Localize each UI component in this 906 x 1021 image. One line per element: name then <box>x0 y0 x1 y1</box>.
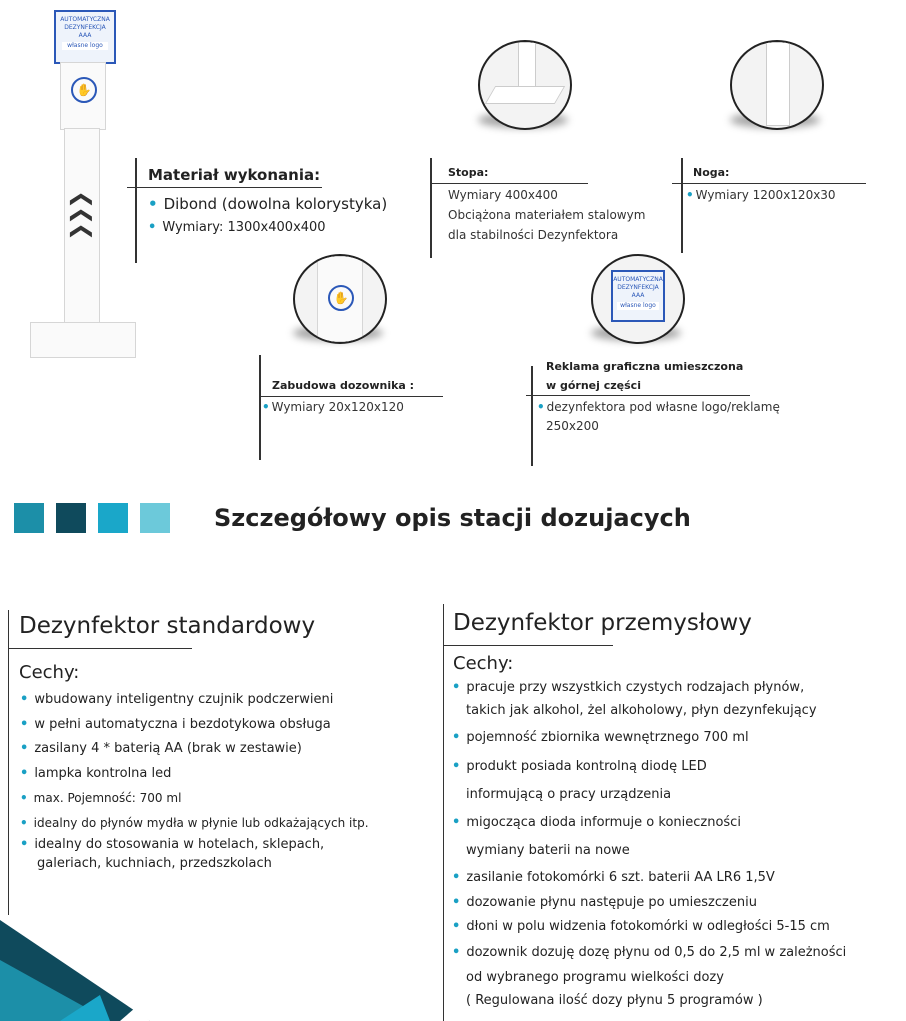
noga-title: Noga: <box>693 166 730 179</box>
bullet-icon: • <box>452 730 461 745</box>
industrial-list <box>452 677 846 1013</box>
list-item: • dłoni w polu widzenia fotokomórki w odległości 5-15 cm <box>452 919 830 934</box>
square-3 <box>98 503 128 533</box>
stopa-underline <box>430 183 588 184</box>
stopa-line: Obciążona materiałem stalowym <box>448 208 646 222</box>
list-item: • wbudowany inteligentny czujnik podczerwieni <box>20 692 334 707</box>
list-item: od wybranego programu wielkości dozy <box>466 970 724 985</box>
bullet-icon: • <box>20 791 28 805</box>
bullet-icon: • <box>452 870 461 885</box>
bullet-icon: • <box>20 692 29 707</box>
stopa-pillar <box>518 42 536 92</box>
list-item: • dozowanie płynu następuje po umieszczeniu <box>452 895 757 910</box>
industrial-underline <box>443 645 613 646</box>
bullet-icon: • <box>20 716 29 732</box>
list-item: wymiany baterii na nowe <box>466 843 630 858</box>
bullet-icon: • <box>537 400 545 414</box>
bullet-icon: • <box>452 759 461 774</box>
noga-leg <box>766 42 790 126</box>
standard-title: Dezynfektor standardowy <box>19 613 316 639</box>
stopa-detail-image <box>478 40 572 130</box>
standard-underline <box>8 648 192 649</box>
bullet-icon: • <box>20 765 29 781</box>
stopa-callout-line <box>430 158 432 258</box>
zabudowa-detail-image <box>293 254 387 344</box>
dispenser-hand-icon: ✋ <box>328 285 354 311</box>
list-item: • zasilany 4 * baterią AA (brak w zestawie) <box>20 741 302 756</box>
bullet-icon: • <box>452 680 461 695</box>
section-heading: Szczegółowy opis stacji dozujacych <box>214 504 691 532</box>
list-item: • idealny do stosowania w hotelach, sklepach, <box>20 837 325 852</box>
bullet-icon: • <box>148 195 158 213</box>
noga-detail-image <box>730 40 824 130</box>
stand-leg <box>64 128 100 330</box>
reklama-title-line: Reklama graficzna umieszczona <box>546 360 744 373</box>
list-item: galeriach, kuchniach, przedszkolach <box>37 856 272 871</box>
list-item: ( Regulowana ilość dozy płynu 5 programów ) <box>466 993 763 1008</box>
reklama-detail-image <box>591 254 685 344</box>
zabudowa-item: • Wymiary 20x120x120 <box>262 400 404 414</box>
stopa-plate <box>485 86 565 104</box>
list-item: • lampka kontrolna led <box>20 765 172 781</box>
chevron-up-icon: ❯ <box>67 222 93 241</box>
material-item: • Dibond (dowolna kolorystyka) <box>148 195 388 213</box>
stand-base <box>30 322 136 358</box>
stopa-line: dla stabilności Dezynfektora <box>448 228 619 242</box>
square-2 <box>56 503 86 533</box>
list-item: informującą o pracy urządzenia <box>466 787 672 802</box>
list-item: • pojemność zbiornika wewnętrznego 700 ml <box>452 730 749 745</box>
noga-item: • Wymiary 1200x120x30 <box>686 188 836 202</box>
zabudowa-title: Zabudowa dozownika : <box>272 379 415 392</box>
bullet-icon: • <box>686 188 694 202</box>
standard-cechy: Cechy: <box>19 662 80 683</box>
reklama-title-line: w górnej części <box>546 379 641 392</box>
stopa-title: Stopa: <box>448 166 489 179</box>
standard-list <box>20 688 369 874</box>
reklama-callout-line <box>531 366 533 466</box>
industrial-left-line <box>443 604 444 1021</box>
bullet-icon: • <box>452 945 461 960</box>
zabudowa-callout-line <box>259 355 261 460</box>
material-item: • Wymiary: 1300x400x400 <box>148 220 326 235</box>
stand-dispenser-box <box>60 62 106 130</box>
stopa-line: Wymiary 400x400 <box>448 188 558 202</box>
list-item: • pracuje przy wszystkich czystych rodzajach płynów, <box>452 680 805 695</box>
bullet-icon: • <box>20 815 28 830</box>
list-item: • w pełni automatyczna i bezdotykowa obsługa <box>20 716 331 732</box>
list-item: • max. Pojemność: 700 ml <box>20 791 182 805</box>
reklama-sign: AUTOMATYCZNA DEZYNFEKCJA AAA własne logo <box>611 270 665 322</box>
square-4 <box>140 503 170 533</box>
list-item: • zasilanie fotokomórki 6 szt. baterii AA LR6 1,5V <box>452 870 775 885</box>
chevron-up-icon: ❯ <box>67 190 93 209</box>
zabudowa-box <box>317 256 363 342</box>
list-item: • dozownik dozuję dozę płynu od 0,5 do 2,5 ml w zależności <box>452 945 847 960</box>
list-item: takich jak alkohol, żel alkoholowy, płyn dezynfekujący <box>466 703 817 718</box>
noga-callout-line <box>681 158 683 253</box>
bullet-icon: • <box>452 895 461 910</box>
product-stand-image <box>30 10 140 360</box>
stand-top-sign: AUTOMATYCZNA DEZYNFEKCJA AAA własne logo <box>54 10 116 64</box>
material-title: Materiał wykonania: <box>148 166 321 184</box>
reklama-underline <box>526 395 750 396</box>
material-underline <box>127 187 322 188</box>
bullet-icon: • <box>20 741 29 756</box>
zabudowa-underline <box>259 396 443 397</box>
dispenser-hand-icon: ✋ <box>71 77 97 103</box>
list-item: • migocząca dioda informuje o konieczności <box>452 815 741 830</box>
bullet-icon: • <box>148 220 157 235</box>
industrial-title: Dezynfektor przemysłowy <box>453 610 752 636</box>
bullet-icon: • <box>452 919 461 934</box>
square-1 <box>14 503 44 533</box>
noga-underline <box>672 183 866 184</box>
list-item: • produkt posiada kontrolną diodę LED <box>452 759 707 774</box>
reklama-extra: 250x200 <box>546 419 599 433</box>
standard-left-line <box>8 610 9 915</box>
material-callout-line <box>135 158 137 263</box>
bullet-icon: • <box>452 815 461 830</box>
chevron-up-icon: ❯ <box>67 206 93 225</box>
list-item: • idealny do płynów mydła w płynie lub odkażających itp. <box>20 815 369 830</box>
decorative-corner-shapes <box>0 900 200 1021</box>
reklama-item: • dezynfektora pod własne logo/reklamę <box>537 400 780 414</box>
industrial-cechy: Cechy: <box>453 653 514 674</box>
bullet-icon: • <box>262 400 270 414</box>
bullet-icon: • <box>20 837 29 852</box>
